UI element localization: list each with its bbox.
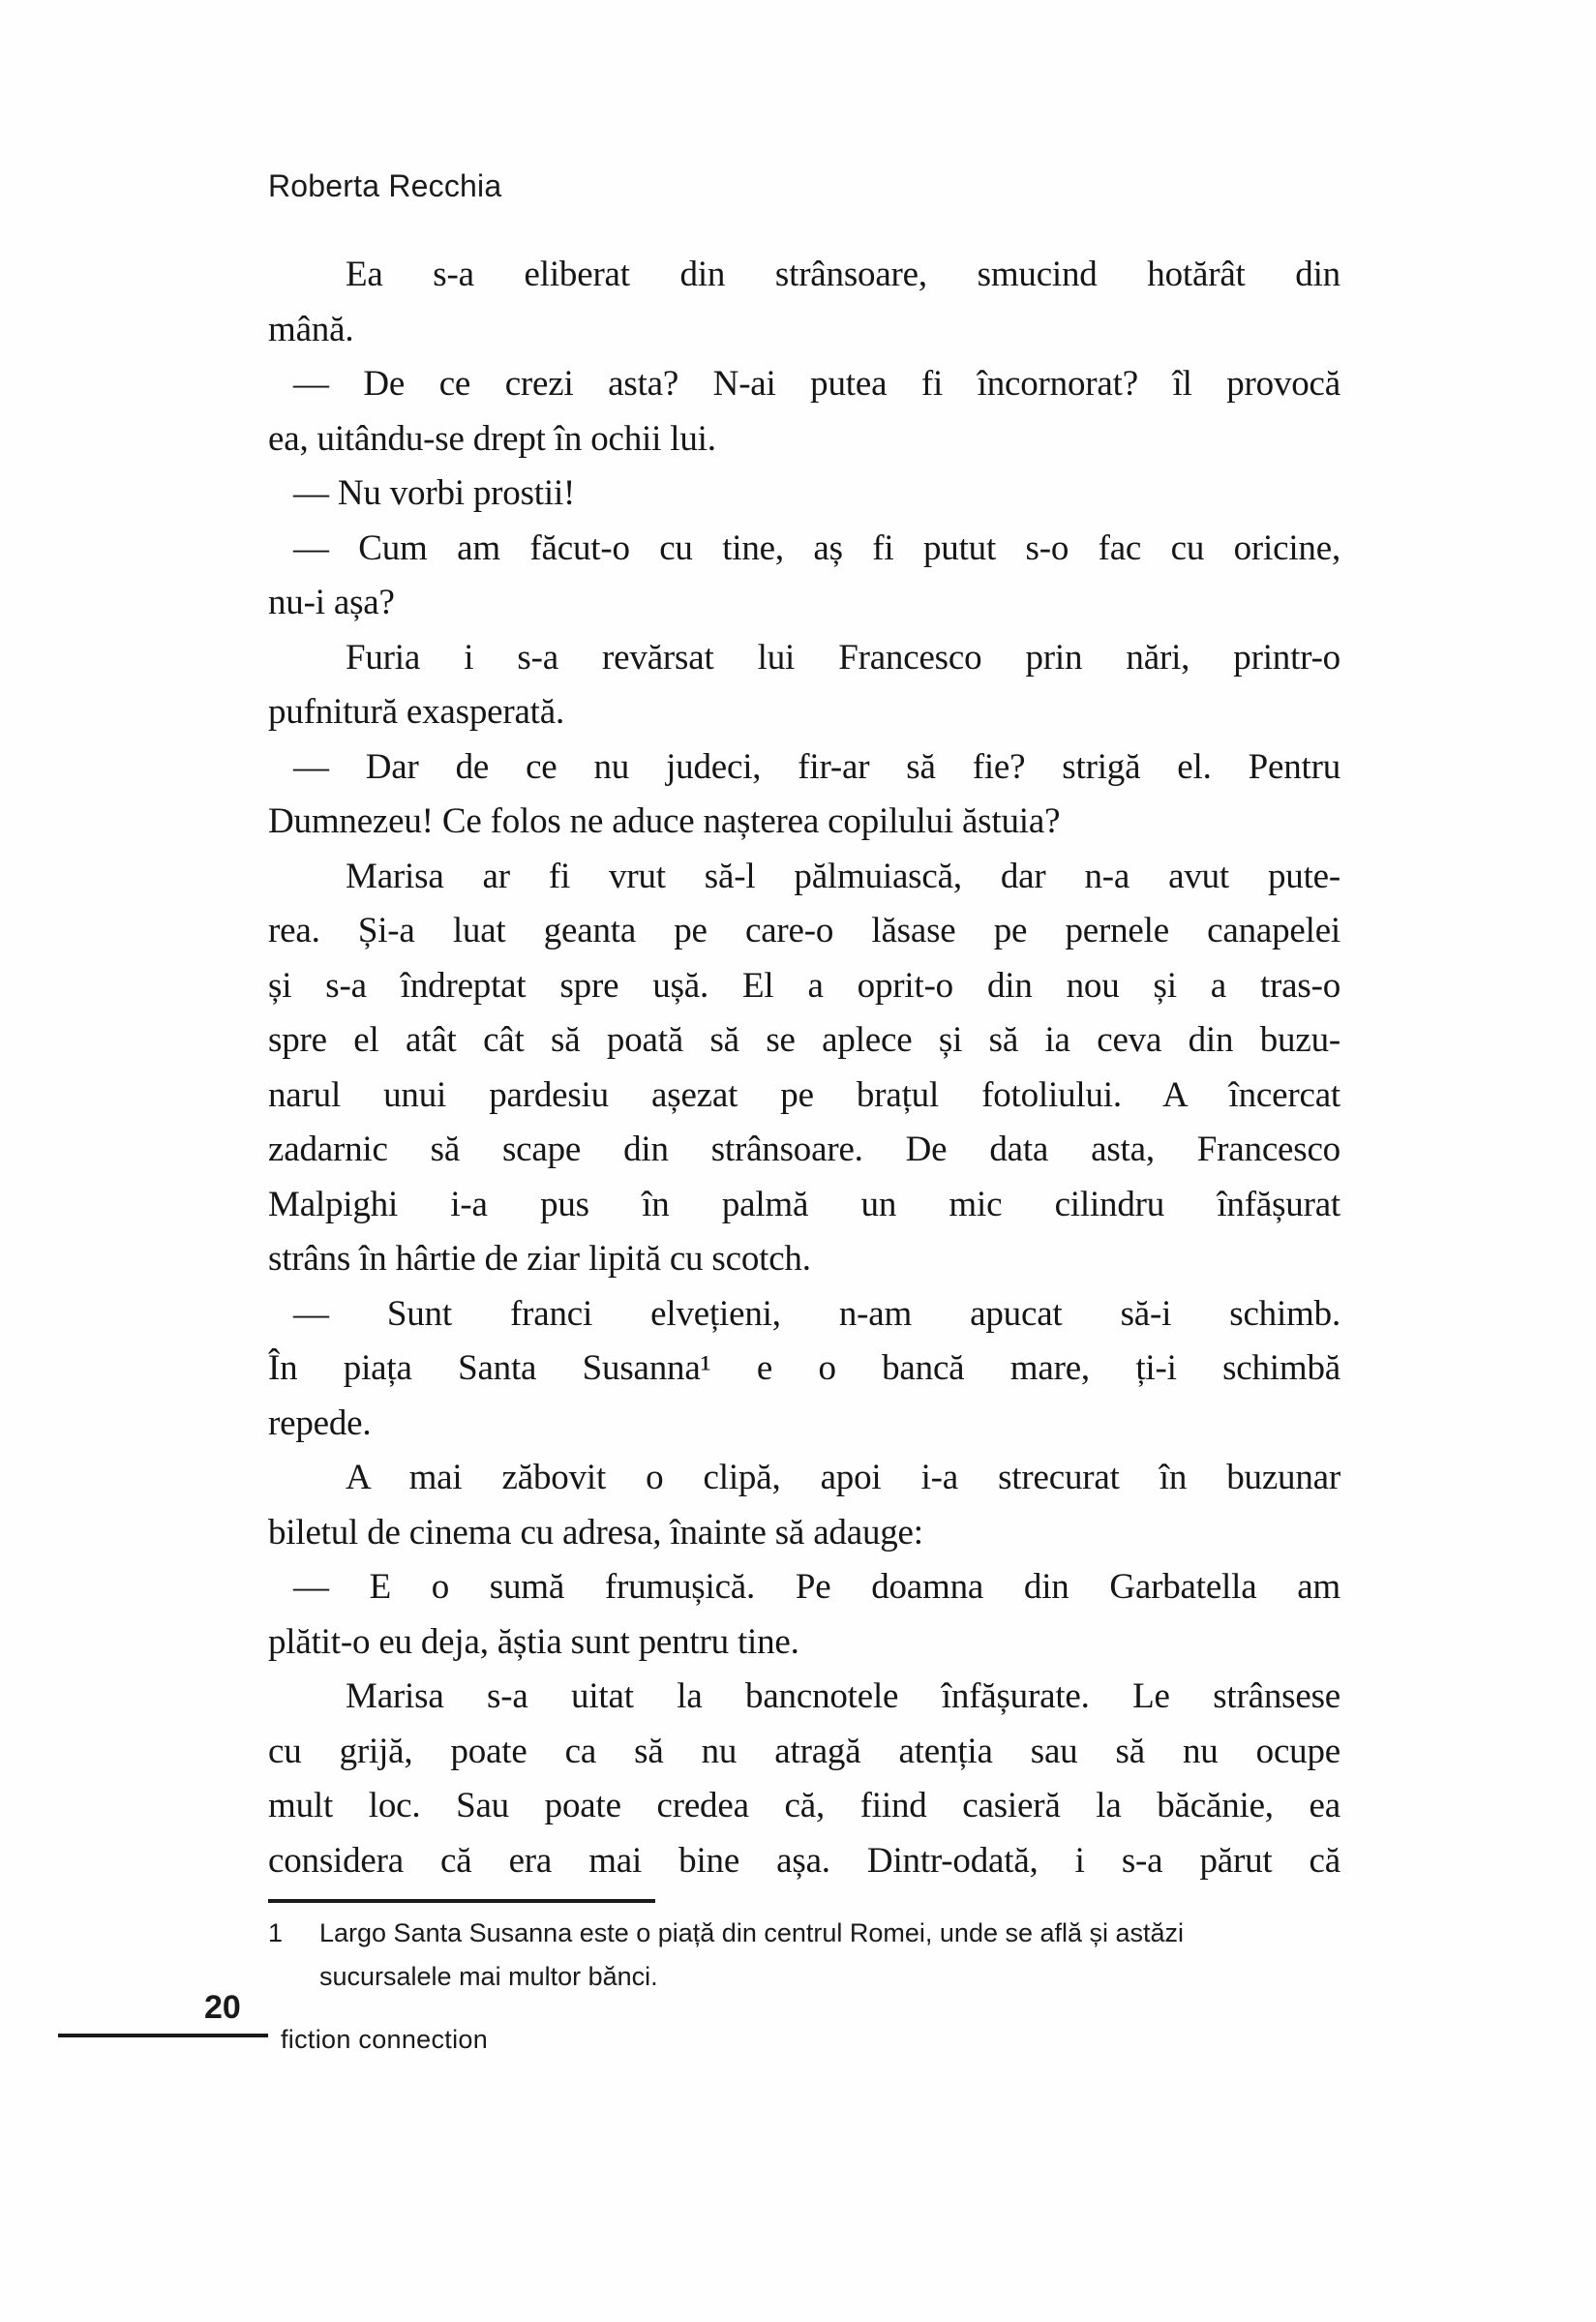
body-line: și s-a îndreptat spre ușă. El a oprit-o din nou și a tras-o [268, 965, 1340, 1006]
body-line: Malpighi i-a pus în palmă un mic cilindru înfășurat [268, 1184, 1340, 1224]
body-line: mână. [268, 309, 354, 349]
body-line: — Cum am făcut-o cu tine, aș fi putut s-o fac cu oricine, [293, 528, 1340, 568]
body-line: nu-i așa? [268, 583, 395, 622]
footnote-text [319, 1912, 1347, 1999]
body-line: Ea s-a eliberat din strânsoare, smucind hotărât din [346, 255, 1340, 294]
body-line: spre el atât cât să poată să se aplece și să ia ceva din buzu- [268, 1020, 1340, 1060]
body-line: pufnitură exasperată. [268, 692, 565, 732]
body-line: mult loc. Sau poate credea că, fiind casieră la băcănie, ea [268, 1786, 1340, 1825]
footnote-line: Largo Santa Susanna este o piață din centrul Romei, unde se află și astăzi [319, 1918, 1185, 1947]
body-line: — Dar de ce nu judeci, fir-ar să fie? strigă el. Pentru [293, 746, 1340, 787]
body-line: Furia i s-a revărsat lui Francesco prin nări, printr-o [346, 637, 1340, 678]
body-line: — Sunt franci elvețieni, n-am apucat să-i schimb. [293, 1293, 1340, 1334]
body-line: zadarnic să scape din strânsoare. De data asta, Francesco [268, 1130, 1340, 1169]
body-line: biletul de cinema cu adresa, înainte să adauge: [268, 1512, 923, 1553]
body-line: strâns în hârtie de ziar lipită cu scotch. [268, 1239, 811, 1279]
body-line: Marisa ar fi vrut să-l pălmuiască, dar n-a avut pute- [346, 856, 1340, 896]
page-body [268, 248, 1340, 1888]
body-line: Dumnezeu! Ce folos ne aduce nașterea copilului ăstuia? [268, 801, 1061, 841]
footnote-separator-rule [268, 1899, 655, 1903]
body-line: — Nu vorbi prostii! [293, 473, 576, 513]
body-line: — De ce crezi asta? N-ai putea fi încornorat? îl provocă [293, 364, 1340, 404]
footnote-number: 1 [268, 1918, 284, 1947]
body-line: plătit-o eu deja, ăștia sunt pentru tine. [268, 1621, 799, 1662]
body-line: considera că era mai bine așa. Dintr-odată, i s-a părut că [268, 1840, 1340, 1881]
body-line: — E o sumă frumușică. Pe doamna din Garbatella am [293, 1567, 1340, 1607]
footnote-line: sucursalele mai multor bănci. [319, 1962, 658, 1991]
page-number: 20 [204, 1989, 241, 2026]
imprint-label: fiction connection [281, 2025, 489, 2054]
body-line: rea. Și-a luat geanta pe care-o lăsase pe pernele canapelei [268, 911, 1340, 950]
body-line: cu grijă, poate ca să nu atragă atenția sau să nu ocupe [268, 1731, 1340, 1771]
body-line: repede. [268, 1402, 372, 1443]
body-line: Marisa s-a uitat la bancnotele înfășurate. Le strânsese [346, 1676, 1340, 1716]
body-line: narul unui pardesiu așezat pe brațul fotoliului. A încercat [268, 1074, 1340, 1115]
author-header: Roberta Recchia [268, 168, 502, 203]
footnote [268, 1912, 1347, 1999]
body-line: ea, uitându-se drept în ochii lui. [268, 418, 716, 459]
body-line: În piața Santa Susanna¹ e o bancă mare, ți-i schimbă [268, 1348, 1340, 1388]
footer-rule [58, 2034, 268, 2037]
body-line: A mai zăbovit o clipă, apoi i-a strecurat în buzunar [346, 1458, 1340, 1497]
